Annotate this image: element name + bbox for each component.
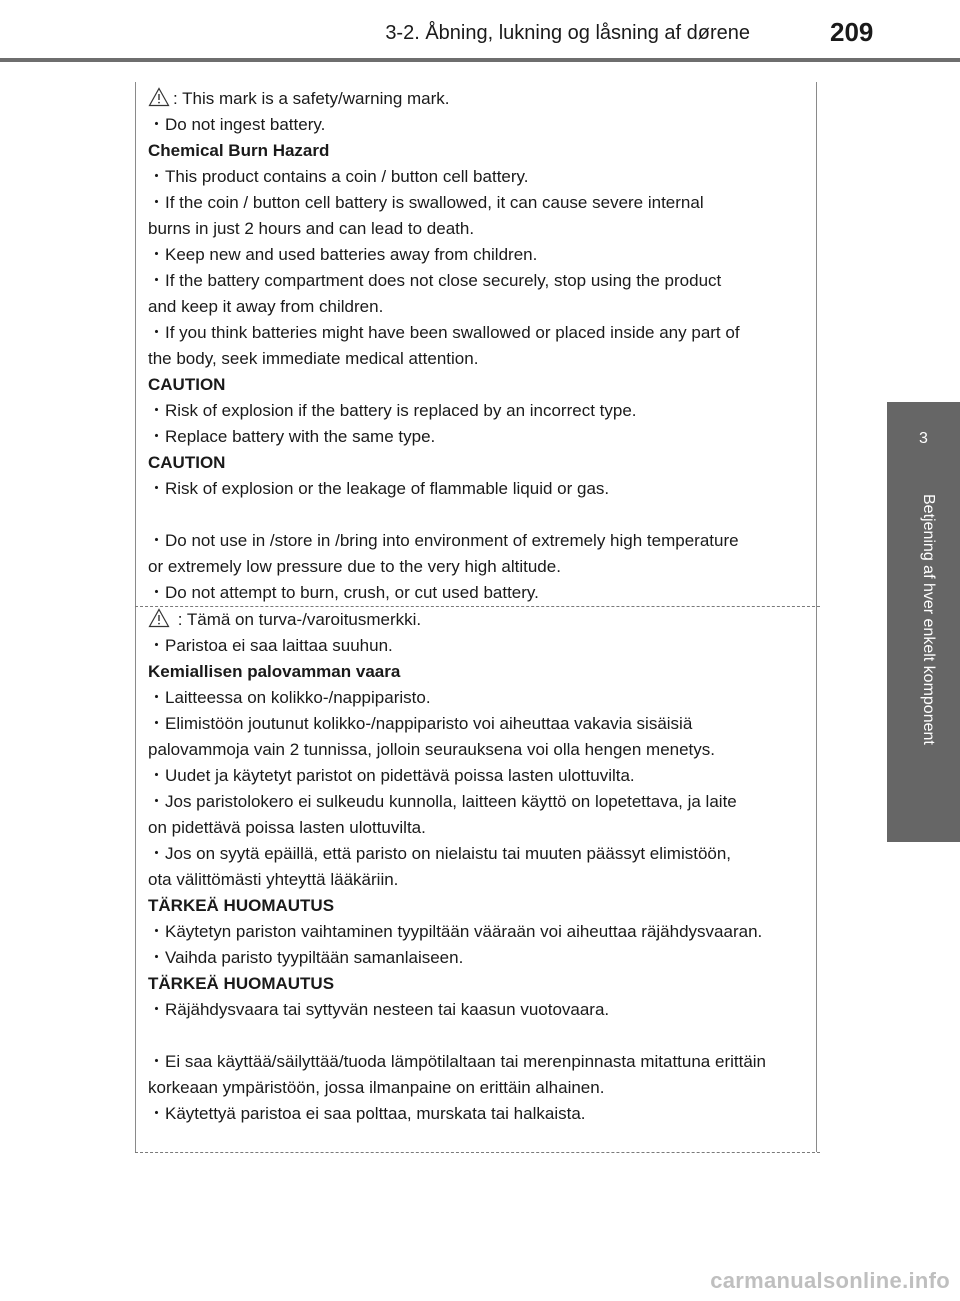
notice-line: ・Käytetyn pariston vaihtaminen tyypiltään vääraän voi aiheuttaa räjähdysvaaran.: [148, 922, 763, 941]
caution-heading: CAUTION: [148, 375, 226, 394]
notice-line: and keep it away from children.: [148, 297, 384, 316]
notice-line: ・Jos on syytä epäillä, että paristo on nielaistu tai muuten päässyt elimistöön,: [148, 844, 732, 863]
notice-line: ・Keep new and used batteries away from children.: [148, 245, 538, 264]
notice-line: ・If you think batteries might have been swallowed or placed inside any part of: [148, 323, 740, 342]
notice-line: on pidettävä poissa lasten ulottuvilta.: [148, 818, 426, 837]
notice-line: or extremely low pressure due to the very high altitude.: [148, 557, 561, 576]
notice-line: ・Do not ingest battery.: [148, 115, 326, 134]
notice-line: palovammoja vain 2 tunnissa, jolloin seurauksena voi olla hengen menetys.: [148, 740, 716, 759]
hazard-heading: Kemiallisen palovamman vaara: [148, 662, 401, 681]
notice-line: burns in just 2 hours and can lead to death.: [148, 219, 475, 238]
header-rule: [0, 58, 960, 62]
spacer: [148, 1023, 813, 1049]
finnish-notice: [148, 607, 813, 1127]
notice-line: ・Do not use in /store in /bring into environment of extremely high temperature: [148, 531, 739, 550]
warning-triangle-icon: [148, 87, 170, 107]
notice-line: ・Vaihda paristo tyypiltään samanlaiseen.: [148, 948, 464, 967]
caution-heading: TÄRKEÄ HUOMAUTUS: [148, 896, 335, 915]
notice-line: ・Ei saa käyttää/säilyttää/tuoda lämpötilaltaan tai merenpinnasta mitattuna erittäin: [148, 1052, 767, 1071]
page-number: 209: [830, 17, 874, 47]
notice-line: ・Elimistöön joutunut kolikko-/nappiparisto voi aiheuttaa vakavia sisäisiä: [148, 714, 693, 733]
notice-line: ・Risk of explosion if the battery is replaced by an incorrect type.: [148, 401, 637, 420]
notice-line: ・Do not attempt to burn, crush, or cut used battery.: [148, 583, 539, 602]
notice-line: ・If the battery compartment does not close securely, stop using the product: [148, 271, 722, 290]
notice-line: ・Paristoa ei saa laittaa suuhun.: [148, 636, 393, 655]
notice-box-bottom: [135, 1152, 820, 1153]
chapter-label: Betjening af hver enkelt komponent: [920, 494, 937, 745]
chapter-number: 3: [919, 430, 928, 447]
notice-line: ・If the coin / button cell battery is swallowed, it can cause severe internal: [148, 193, 704, 212]
notice-line: ・Replace battery with the same type.: [148, 427, 436, 446]
notice-line: ・This product contains a coin / button cell battery.: [148, 167, 529, 186]
hazard-heading: Chemical Burn Hazard: [148, 141, 330, 160]
section-title: 3-2. Åbning, lukning og låsning af dørene: [385, 22, 750, 44]
notice-line: ・Uudet ja käytetyt paristot on pidettävä poissa lasten ulottuvilta.: [148, 766, 635, 785]
notice-line: ota välittömästi yhteyttä lääkäriin.: [148, 870, 399, 889]
caution-heading: CAUTION: [148, 453, 226, 472]
spacer: [148, 502, 813, 528]
english-notice: [148, 86, 813, 606]
warning-mark-line: : Tämä on turva-/varoitusmerkki.: [148, 607, 813, 633]
notice-line: ・Käytettyä paristoa ei saa polttaa, murskata tai halkaista.: [148, 1104, 586, 1123]
notice-line: ・Räjähdysvaara tai syttyvän nesteen tai kaasun vuotovaara.: [148, 1000, 610, 1019]
notice-line: ・Laitteessa on kolikko-/nappiparisto.: [148, 688, 431, 707]
notice-line: the body, seek immediate medical attention.: [148, 349, 479, 368]
notice-line: korkeaan ympäristöön, jossa ilmanpaine on erittäin alhainen.: [148, 1078, 605, 1097]
warning-triangle-icon: [148, 608, 170, 628]
notice-line: ・Jos paristolokero ei sulkeudu kunnolla, laitteen käyttö on lopetettava, ja laite: [148, 792, 737, 811]
chapter-tab: [887, 402, 960, 842]
warning-mark-line: : This mark is a safety/warning mark.: [148, 86, 813, 112]
caution-heading: TÄRKEÄ HUOMAUTUS: [148, 974, 335, 993]
watermark: carmanualsonline.info: [710, 1268, 950, 1293]
notice-line: ・Risk of explosion or the leakage of flammable liquid or gas.: [148, 479, 610, 498]
